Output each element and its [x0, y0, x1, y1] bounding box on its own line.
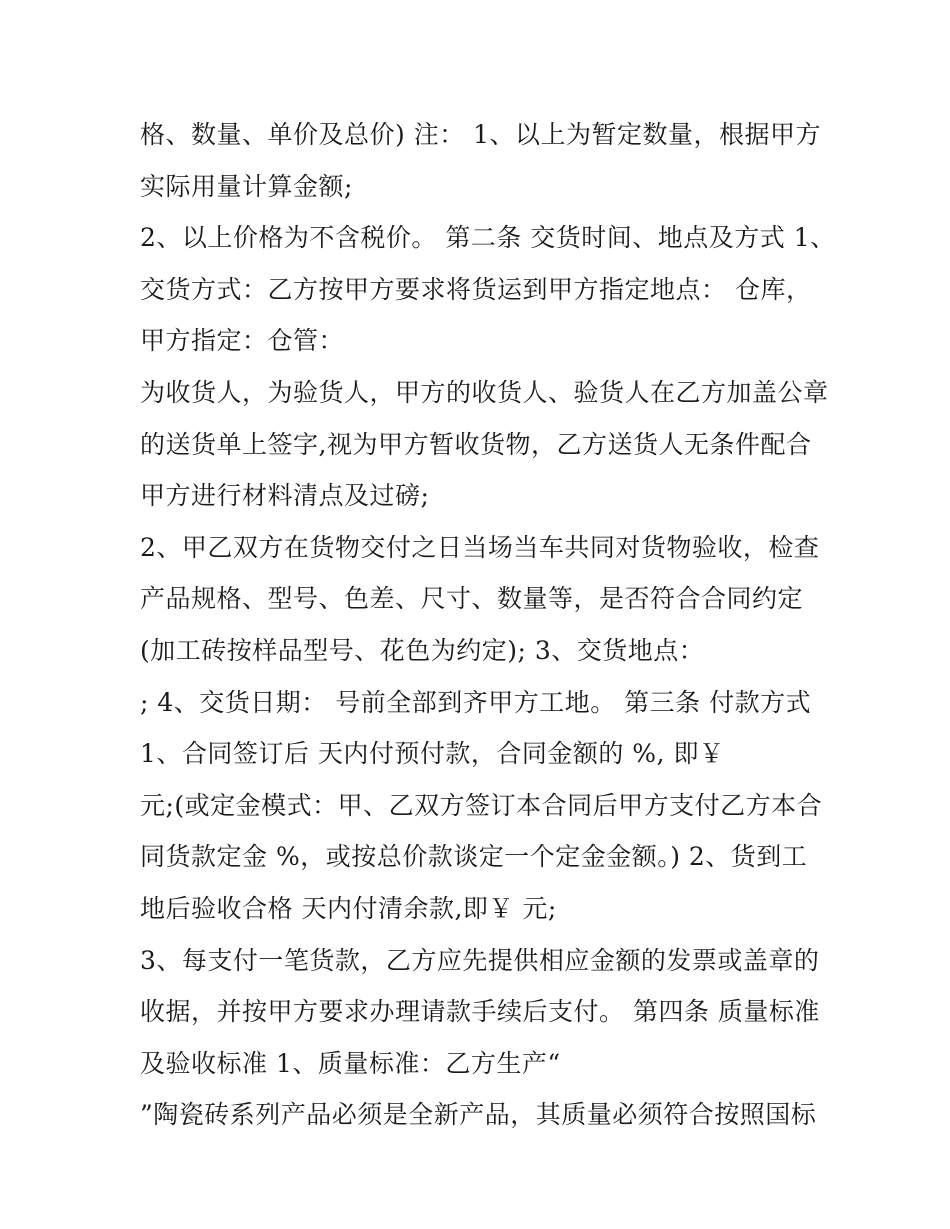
text-line: 1、合同签订后 天内付预付款，合同金额的 %, 即￥	[140, 739, 725, 769]
text-line: 收据，并按甲方要求办理请款手续后支付。 第四条 质量标准	[140, 997, 820, 1027]
text-line: 甲方指定：仓管：	[140, 326, 345, 356]
text-line: 2、以上价格为不含税价。 第二条 交货时间、地点及方式 1、	[140, 223, 836, 253]
text-line: 交货方式：乙方按甲方要求将货运到甲方指定地点： 仓库，	[140, 274, 812, 304]
text-line: 同货款定金 %，或按总价款谈定一个定金金额。) 2、货到工	[140, 842, 808, 872]
text-line: 格、数量、单价及总价) 注： 1、以上为暂定数量，根据甲方	[140, 120, 822, 149]
text-line: 3、每支付一笔货款，乙方应先提供相应金额的发票或盖章的	[140, 945, 820, 975]
text-line: 甲方进行材料清点及过磅;	[140, 481, 430, 511]
text-line: ; 4、交货日期： 号前全部到齐甲方工地。 第三条 付款方式	[140, 687, 812, 717]
text-line: (加工砖按样品型号、花色为约定); 3、交货地点：	[140, 635, 705, 665]
contract-body-text	[140, 109, 836, 1141]
text-line: 为收货人，为验货人，甲方的收货人、验货人在乙方加盖公章	[140, 377, 829, 407]
text-line: 元;(或定金模式：甲、乙双方签订本合同后甲方支付乙方本合	[140, 790, 823, 820]
text-line: ”陶瓷砖系列产品必须是全新产品，其质量必须符合按照国标	[140, 1100, 817, 1130]
text-line: 实际用量计算金额;	[140, 171, 353, 201]
text-line: 地后验收合格 天内付清余款,即￥ 元;	[140, 893, 557, 923]
text-line: 的送货单上签字,视为甲方暂收货物，乙方送货人无条件配合	[140, 429, 812, 459]
text-line: 2、甲乙双方在货物交付之日当场当车共同对货物验收，检查	[140, 532, 820, 562]
text-line: 及验收标准 1、质量标准：乙方生产“	[140, 1048, 561, 1078]
text-line: 产品规格、型号、色差、尺寸、数量等，是否符合合同约定	[140, 584, 804, 614]
